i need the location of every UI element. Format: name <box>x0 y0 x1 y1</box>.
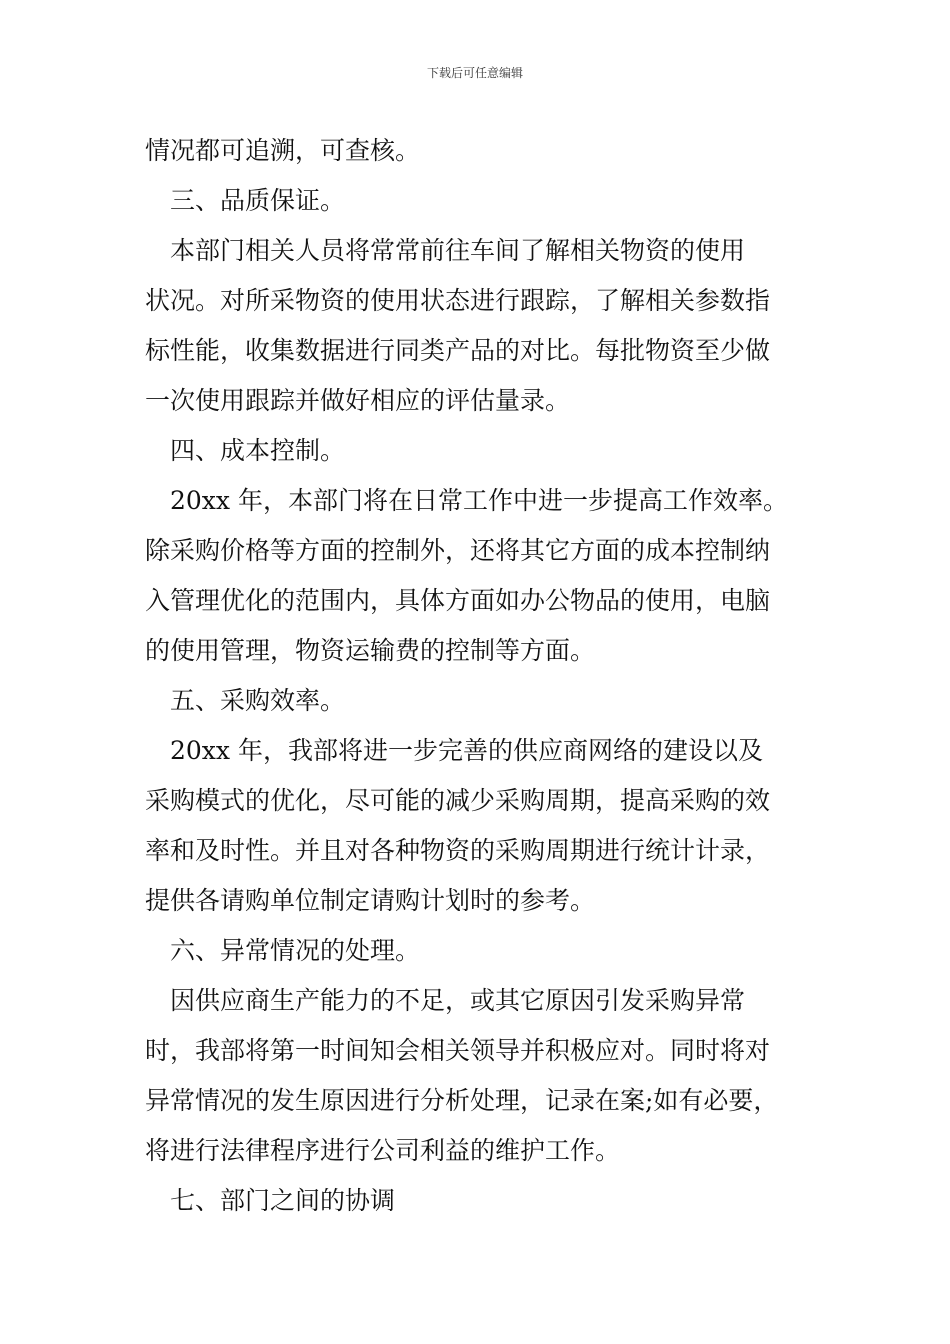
text-line: 的使用管理，物资运输费的控制等方面。 <box>145 636 596 665</box>
text-line: 20xx 年，我部将进一步完善的供应商网络的建设以及 <box>145 736 763 765</box>
text-line: 提供各请购单位制定请购计划时的参考。 <box>145 886 596 915</box>
text-line: 除采购价格等方面的控制外，还将其它方面的成本控制纳 <box>145 536 771 565</box>
text-line: 入管理优化的范围内，具体方面如办公物品的使用，电脑 <box>145 586 771 615</box>
text-line: 状况。对所采物资的使用状态进行跟踪，了解相关参数指 <box>145 286 771 315</box>
text-line: 情况都可追溯，可查核。 <box>145 136 421 165</box>
text-line: 一次使用跟踪并做好相应的评估量录。 <box>145 386 571 415</box>
text-line: 本部门相关人员将常常前往车间了解相关物资的使用 <box>145 236 746 265</box>
section-heading: 三、品质保证。 <box>145 186 346 215</box>
section-heading: 六、异常情况的处理。 <box>145 936 421 965</box>
page-header: 下载后可任意编辑 <box>426 66 523 80</box>
text-line: 异常情况的发生原因进行分析处理，记录在案;如有必要， <box>145 1086 779 1115</box>
text-line: 率和及时性。并且对各种物资的采购周期进行统计计录， <box>145 836 771 865</box>
section-heading: 七、部门之间的协调 <box>145 1186 396 1215</box>
text-line: 时，我部将第一时间知会相关领导并积极应对。同时将对 <box>145 1036 771 1065</box>
text-line: 因供应商生产能力的不足，或其它原因引发采购异常 <box>145 986 746 1015</box>
text-line: 将进行法律程序进行公司利益的维护工作。 <box>145 1136 621 1165</box>
text-line: 采购模式的优化，尽可能的减少采购周期，提高采购的效 <box>145 786 771 815</box>
text-line: 20xx 年，本部门将在日常工作中进一步提高工作效率。 <box>145 486 788 515</box>
section-heading: 四、成本控制。 <box>145 436 346 465</box>
section-heading: 五、采购效率。 <box>145 686 346 715</box>
text-line: 标性能，收集数据进行同类产品的对比。每批物资至少做 <box>145 336 771 365</box>
